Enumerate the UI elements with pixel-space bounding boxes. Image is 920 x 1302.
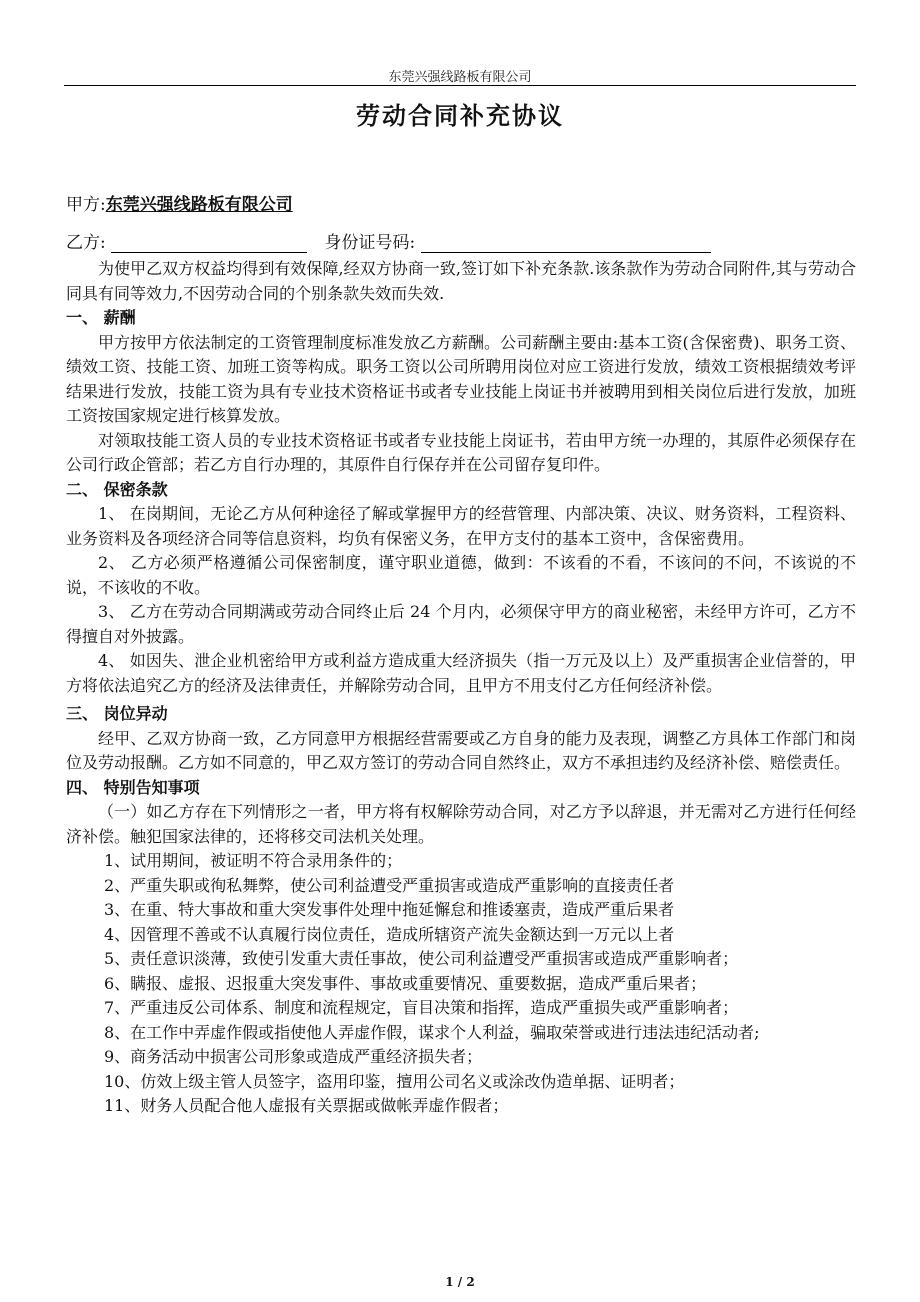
confidentiality-item: 2、 乙方必须严格遵循公司保密制度，谨守职业道德，做到：不该看的不看，不该问的不问，不该说的不说，不该收的不收。: [66, 553, 856, 597]
special-notice-paragraph: （一）如乙方存在下列情形之一者，甲方将有权解除劳动合同，对乙方予以辞退，并无需对乙方进行任何经济补偿。触犯国家法律的，还将移交司法机关处理。: [66, 802, 856, 846]
contract-body: [66, 257, 856, 1119]
confidentiality-item: 3、 乙方在劳动合同期满或劳动合同终止后 24 个月内，必须保守甲方的商业秘密，未经甲方许可，乙方不得擅自对外披露。: [66, 602, 856, 646]
dismissal-clause: 2、严重失职或徇私舞弊，使公司利益遭受严重损害或造成严重影响的直接责任者: [104, 875, 675, 895]
dismissal-clause: 11、财务人员配合他人虚报有关票据或做帐弄虚作假者；: [104, 1096, 509, 1115]
dismissal-clause: 10、仿效上级主管人员签字，盗用印鉴，擅用公司名义或涂改伪造单据、证明者；: [104, 1071, 685, 1091]
party-b-line: [66, 228, 711, 253]
dismissal-clause: 3、在重、特大事故和重大突发事件处理中拖延懈怠和推诿塞责，造成严重后果者: [104, 900, 675, 919]
dismissal-clause: 1、试用期间，被证明不符合录用条件的；: [104, 851, 403, 870]
dismissal-clause: 7、严重违反公司体系、制度和流程规定，盲目决策和指挥，造成严重损失或严重影响者；: [104, 998, 739, 1017]
id-number-label: 身份证号码:: [324, 233, 416, 253]
section-heading-special-notice: 四、 特别告知事项: [66, 777, 200, 797]
dismissal-clause: 8、在工作中弄虚作假或指使他人弄虚作假，谋求个人利益，骗取荣誉或进行违法违纪活动者;: [104, 1022, 760, 1042]
page-number: 1 / 2: [445, 1275, 475, 1289]
section-heading-confidentiality: 二、 保密条款: [66, 479, 168, 499]
dismissal-clause: 4、因管理不善或不认真履行岗位责任，造成所辖资产流失金额达到一万元以上者: [104, 924, 675, 944]
dismissal-clause: 9、商务活动中损害公司形象或造成严重经济损失者；: [104, 1047, 483, 1066]
party-a-company: 东莞兴强线路板有限公司: [105, 195, 293, 215]
confidentiality-item: 1、 在岗期间，无论乙方从何种途径了解或掌握甲方的经营管理、内部决策、决议、财务资料，工程资料、业务资料及各项经济合同等信息资料，均负有保密义务，在甲方支付的基本工资中，含保密费用。: [66, 504, 856, 548]
party-b-name-blank[interactable]: [111, 235, 307, 253]
salary-paragraph-1: 甲方按甲方依法制定的工资管理制度标准发放乙方薪酬。公司薪酬主要由:基本工资(含保密费)、职务工资、绩效工资、技能工资、加班工资等构成。职务工资以公司所聘用岗位对应工资进行发放，绩效工资根据绩效考评结果进行发放，技能工资为具有专业技术资格证书或者专业技能上岗证书并被聘用到相关岗位后进行发放，加班工资按国家规定进行核算发放。: [66, 332, 856, 425]
intro-paragraph: 为使甲乙双方权益均得到有效保障,经双方协商一致,签订如下补充条款.该条款作为劳动合同附件,其与劳动合同具有同等效力,不因劳动合同的个别条款失效而失效.: [66, 259, 856, 303]
header-divider: [64, 85, 856, 86]
page-header: 东莞兴强线路板有限公司: [388, 70, 532, 85]
confidentiality-item: 4、 如因失、泄企业机密给甲方或利益方造成重大经济损失（指一万元及以上）及严重损害企业信誉的，甲方将依法追究乙方的经济及法律责任，并解除劳动合同，且甲方不用支付乙方任何经济补偿。: [66, 651, 856, 695]
party-b-label: 乙方:: [66, 233, 106, 253]
dismissal-clause: 6、瞒报、虚报、迟报重大突发事件、事故或重要情况、重要数据，造成严重后果者；: [104, 973, 707, 993]
party-a-line: [66, 190, 293, 215]
dismissal-clause: 5、责任意识淡薄，致使引发重大责任事故，使公司利益遭受严重损害或造成严重影响者；: [104, 949, 739, 968]
position-change-paragraph: 经甲、乙双方协商一致，乙方同意甲方根据经营需要或乙方自身的能力及表现，调整乙方具体工作部门和岗位及劳动报酬。乙方如不同意的，甲乙双方签订的劳动合同自然终止，双方不承担违约及经济补偿、赔偿责任。: [66, 728, 856, 772]
id-number-blank[interactable]: [421, 235, 711, 253]
section-heading-salary: 一、 薪酬: [66, 308, 136, 327]
section-heading-position-change: 三、 岗位异动: [66, 704, 168, 723]
salary-paragraph-2: 对领取技能工资人员的专业技术资格证书或者专业技能上岗证书，若由甲方统一办理的，其原件必须保存在公司行政企管部；若乙方自行办理的，其原件自行保存并在公司留存复印件。: [66, 430, 856, 474]
document-title: 劳动合同补充协议: [356, 101, 564, 130]
party-a-label: 甲方:: [66, 195, 106, 215]
